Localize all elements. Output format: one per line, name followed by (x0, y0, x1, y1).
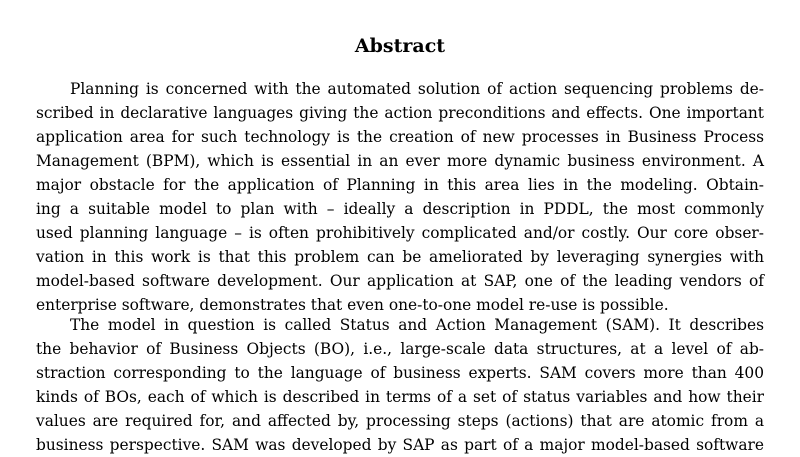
paragraph-line: values are required for, and affected by, processing steps (actions) that are atomic from a (36, 412, 764, 430)
paragraph-line: business perspective. SAM was developed by SAP as part of a major model-based software (36, 436, 764, 454)
paragraph-line: major obstacle for the application of Planning in this area lies in the modeling. Obtain- (36, 176, 764, 194)
paragraph-line: vation in this work is that this problem can be ameliorated by leveraging synergies with (36, 248, 764, 266)
paragraph-line: straction corresponding to the language of business experts. SAM covers more than 400 (36, 364, 764, 382)
paragraph-line: enterprise software, demonstrates that even one-to-one model re-use is possible. (36, 296, 669, 314)
paragraph-line: the behavior of Business Objects (BO), i.e., large-scale data structures, at a level of ab- (36, 340, 764, 358)
paragraph-line: model-based software development. Our application at SAP, one of the leading vendors of (36, 272, 764, 290)
paragraph-line: ing a suitable model to plan with – ideally a description in PDDL, the most commonly (36, 200, 764, 218)
abstract-paragraph-1 (36, 77, 764, 317)
paragraph-line: scribed in declarative languages giving the action preconditions and effects. One important (36, 104, 764, 122)
abstract-title: Abstract (354, 35, 446, 57)
paragraph-line: application area for such technology is the creation of new processes in Business Process (36, 128, 764, 146)
paragraph-line: Management (BPM), which is essential in an ever more dynamic business environment. A (36, 152, 764, 170)
paragraph-line: The model in question is called Status and Action Management (SAM). It describes (70, 316, 764, 334)
paragraph-line: Planning is concerned with the automated solution of action sequencing problems de- (70, 80, 764, 98)
paragraph-line: used planning language – is often prohibitively complicated and/or costly. Our core obser- (36, 224, 764, 242)
paragraph-line: kinds of BOs, each of which is described in terms of a set of status variables and how their (36, 388, 764, 406)
abstract-paragraph-2 (36, 313, 764, 457)
